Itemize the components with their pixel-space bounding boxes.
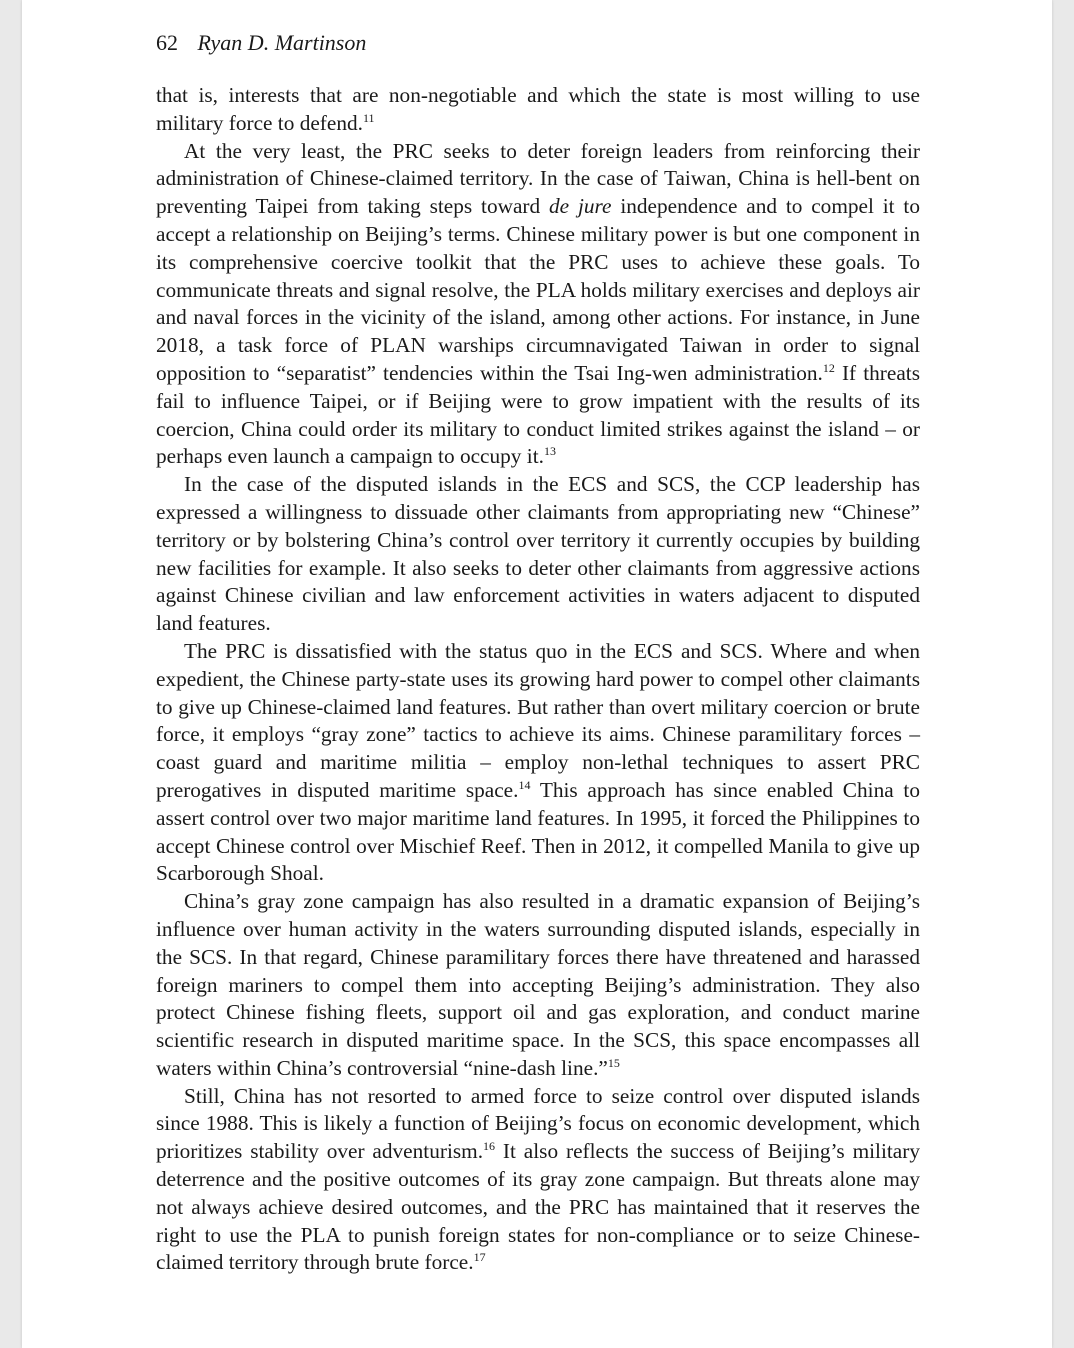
text-run: China’s gray zone campaign has also resulted in a dramatic expansion of Beijing’s influence over human activity in the waters surrounding disputed islands, especially in the SCS. In that regard, Chinese paramilitary forces there have threatened and harassed foreign mariners to compel them into accepting Beijing’s administration. They also protect Chinese fishing fleets, support oil and gas exploration, and conduct marine scientific research in disputed maritime space. In the SCS, this space encompasses all waters within China’s controversial “nine-dash line.”: [156, 889, 920, 1080]
paragraph: [156, 638, 920, 888]
footnote-ref: 16: [483, 1139, 496, 1154]
text-run: This approach has since enabled China to assert control over two major maritime land features. In 1995, it forced the Philippines to accept Chinese control over Mischief Reef. Then in 2012, it compelled Manila to give up Scarborough Shoal.: [156, 777, 920, 886]
text-run: At the very least, the PRC seeks to deter foreign leaders from reinforcing their administration of Chinese-claimed territory. In the case of Taiwan, China is hell-bent on preventing Taipei from taking steps toward: [156, 138, 920, 219]
text-run: independence and to compel it to accept a relationship on Beijing’s terms. Chinese military power is but one component in its comprehensive coercive toolkit that the PRC uses to achieve these goals. To communicate threats and signal resolve, the PLA holds military exercises and deploys air and naval forces in the vicinity of the island, among other actions. For instance, in June 2018, a task force of PLAN warships circumnavigated Taiwan in order to signal opposition to “separatist” tendencies within the Tsai Ing-wen administration.: [156, 194, 920, 385]
paragraph: [156, 888, 920, 1083]
text-run: The PRC is dissatisfied with the status quo in the ECS and SCS. Where and when expedient, the Chinese party-state uses its growing hard power to compel other claimants to give up Chinese-claimed land features. But rather than overt military coercion or brute force, it employs “gray zone” tactics to achieve its aims. Chinese paramilitary forces – coast guard and maritime militia – employ non-lethal techniques to assert PRC prerogatives in disputed maritime space.: [156, 638, 920, 802]
paragraph: [156, 1083, 920, 1278]
body-text: [156, 82, 920, 1277]
paragraph: [156, 82, 920, 138]
paragraph: [156, 138, 920, 472]
footnote-ref: 13: [543, 444, 556, 459]
italic-text: de jure: [549, 194, 612, 219]
running-head: [156, 30, 366, 56]
footnote-ref: 12: [822, 360, 835, 375]
text-run: Still, China has not resorted to armed force to seize control over disputed islands since 1988. This is likely a function of Beijing’s focus on economic development, which prioritizes stability over adventurism.: [156, 1083, 920, 1164]
text-run: If threats fail to influence Taipei, or if Beijing were to grow impatient with the results of its coercion, China could order its military to conduct limited strikes against the island – or perhaps even launch a campaign to occupy it.: [156, 360, 920, 469]
text-run: It also reflects the success of Beijing’s military deterrence and the positive outcomes of its gray zone campaign. But threats alone may not always achieve desired outcomes, and the PRC has maintained that it reserves the right to use the PLA to punish foreign states for non-compliance or to seize Chinese-claimed territory through brute force.: [156, 1139, 920, 1275]
page-number: 62: [156, 30, 178, 55]
paragraph: [156, 471, 920, 638]
footnote-ref: 17: [473, 1250, 486, 1265]
running-head-author: Ryan D. Martinson: [197, 30, 367, 55]
footnote-ref: 15: [607, 1055, 620, 1070]
footnote-ref: 11: [362, 110, 375, 125]
text-run: that is, interests that are non-negotiable and which the state is most willing to use military force to defend.: [156, 83, 920, 135]
book-page: [22, 0, 1052, 1348]
footnote-ref: 14: [518, 777, 531, 792]
text-run: In the case of the disputed islands in the ECS and SCS, the CCP leadership has expressed a willingness to dissuade other claimants from appropriating new “Chinese” territory or by bolstering China’s control over territory it currently occupies by building new facilities for example. It also seeks to deter other claimants from aggressive actions against Chinese civilian and law enforcement activities in waters adjacent to disputed land features.: [156, 472, 920, 636]
